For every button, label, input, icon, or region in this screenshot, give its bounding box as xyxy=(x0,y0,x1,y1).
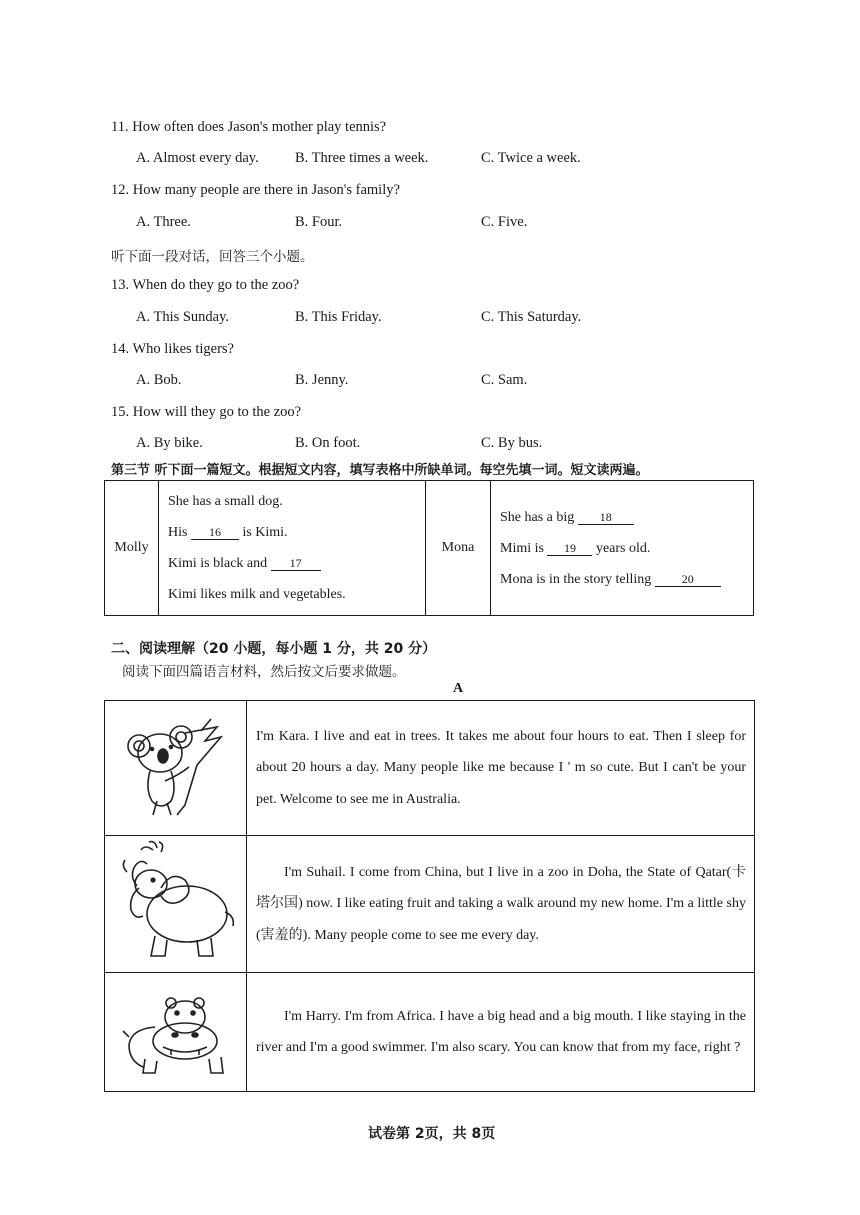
text: His xyxy=(168,525,188,540)
hippo-icon xyxy=(105,973,246,1091)
option-12a: A. Three. xyxy=(136,214,191,230)
mona-line-3 xyxy=(500,564,753,595)
question-text: When do they go to the zoo? xyxy=(132,277,300,293)
passage-label: A xyxy=(453,681,464,696)
question-number: 14. xyxy=(111,341,130,357)
option-13a: A. This Sunday. xyxy=(136,309,230,325)
mona-info-cell xyxy=(491,481,754,616)
name-molly: Molly xyxy=(114,540,149,555)
question-15 xyxy=(111,404,301,421)
passage-a-table xyxy=(104,700,755,1092)
question-text: Who likes tigers? xyxy=(132,341,234,357)
koala-icon xyxy=(105,701,246,835)
text: Mona is in the story telling xyxy=(500,571,652,587)
hippo-cell xyxy=(105,973,247,1092)
text: Kimi is black and xyxy=(168,556,268,571)
option-15a: A. By bike. xyxy=(136,435,203,451)
option-15b: B. On foot. xyxy=(295,435,361,451)
molly-line-4: Kimi likes milk and vegetables. xyxy=(168,587,346,602)
blank-17[interactable]: 17 xyxy=(271,556,321,571)
text: She has a big xyxy=(500,509,575,525)
option-12c: C. Five. xyxy=(481,214,528,230)
question-13 xyxy=(111,277,299,294)
elephant-cell xyxy=(105,836,247,973)
listening-table xyxy=(104,480,754,616)
question-text: How will they go to the zoo? xyxy=(132,404,302,420)
molly-info-cell xyxy=(159,481,426,616)
molly-name-cell xyxy=(105,481,159,616)
option-13b: B. This Friday. xyxy=(295,309,382,325)
molly-line-1: She has a small dog. xyxy=(168,494,283,509)
question-number: 13. xyxy=(111,277,130,293)
blank-16[interactable]: 16 xyxy=(191,525,239,540)
option-15c: C. By bus. xyxy=(481,435,543,451)
mona-name-cell xyxy=(426,481,491,616)
option-11b: B. Three times a week. xyxy=(295,150,429,166)
option-11a: A. Almost every day. xyxy=(136,150,259,166)
option-11c: C. Twice a week. xyxy=(481,150,581,166)
passage-kara: I'm Kara. I live and eat in trees. It takes me about four hours to eat. Then I sleep for about 20 hours a day. Many people like me because I ' m so cute. But I can't be your pet. Welcome to see me in Australia. xyxy=(247,701,755,836)
page-footer: 试卷第 2页，共 8页 xyxy=(368,1126,496,1142)
blank-18[interactable]: 18 xyxy=(578,510,634,525)
blank-19[interactable]: 19 xyxy=(547,541,592,556)
mona-line-2 xyxy=(500,533,753,564)
option-12b: B. Four. xyxy=(295,214,343,230)
reading-heading: 二、阅读理解（20 小题，每小题 1 分，共 20 分） xyxy=(111,641,437,657)
question-number: 11. xyxy=(111,119,129,135)
option-14b: B. Jenny. xyxy=(295,372,349,388)
question-text: How many people are there in Jason's family? xyxy=(132,182,400,198)
passage-harry: I'm Harry. I'm from Africa. I have a big head and a big mouth. I like staying in the river and I'm a good swimmer. I'm also scary. You can know that from my face, right ? xyxy=(247,973,755,1092)
text: years old. xyxy=(595,540,651,556)
text: is Kimi. xyxy=(242,525,288,540)
question-number: 15. xyxy=(111,404,130,420)
molly-line-3 xyxy=(168,548,425,579)
elephant-icon xyxy=(105,836,246,972)
option-14c: C. Sam. xyxy=(481,372,528,388)
text: Mimi is xyxy=(500,540,544,556)
mona-line-1 xyxy=(500,502,753,533)
molly-line-2 xyxy=(168,517,425,548)
reading-instruction: 阅读下面四篇语言材料，然后按文后要求做题。 xyxy=(122,664,406,680)
name-mona: Mona xyxy=(441,540,475,555)
question-11 xyxy=(111,119,386,136)
koala-cell xyxy=(105,701,247,836)
question-12 xyxy=(111,182,400,199)
dialogue-instruction: 听下面一段对话，回答三个小题。 xyxy=(111,249,314,265)
blank-20[interactable]: 20 xyxy=(655,572,721,587)
option-14a: A. Bob. xyxy=(136,372,182,388)
passage-suhail: I'm Suhail. I come from China, but I live in a zoo in Doha, the State of Qatar(卡塔尔国) now. I like eating fruit and taking a walk around my new home. I'm a little shy (害羞的). Many people come to see me every day. xyxy=(247,836,755,973)
question-14 xyxy=(111,341,234,358)
question-text: How often does Jason's mother play tennis? xyxy=(132,119,387,135)
question-number: 12. xyxy=(111,182,130,198)
section3-heading: 第三节 听下面一篇短文。根据短文内容，填写表格中所缺单词。每空先填一词。短文读两遍。 xyxy=(111,463,649,478)
option-13c: C. This Saturday. xyxy=(481,309,582,325)
